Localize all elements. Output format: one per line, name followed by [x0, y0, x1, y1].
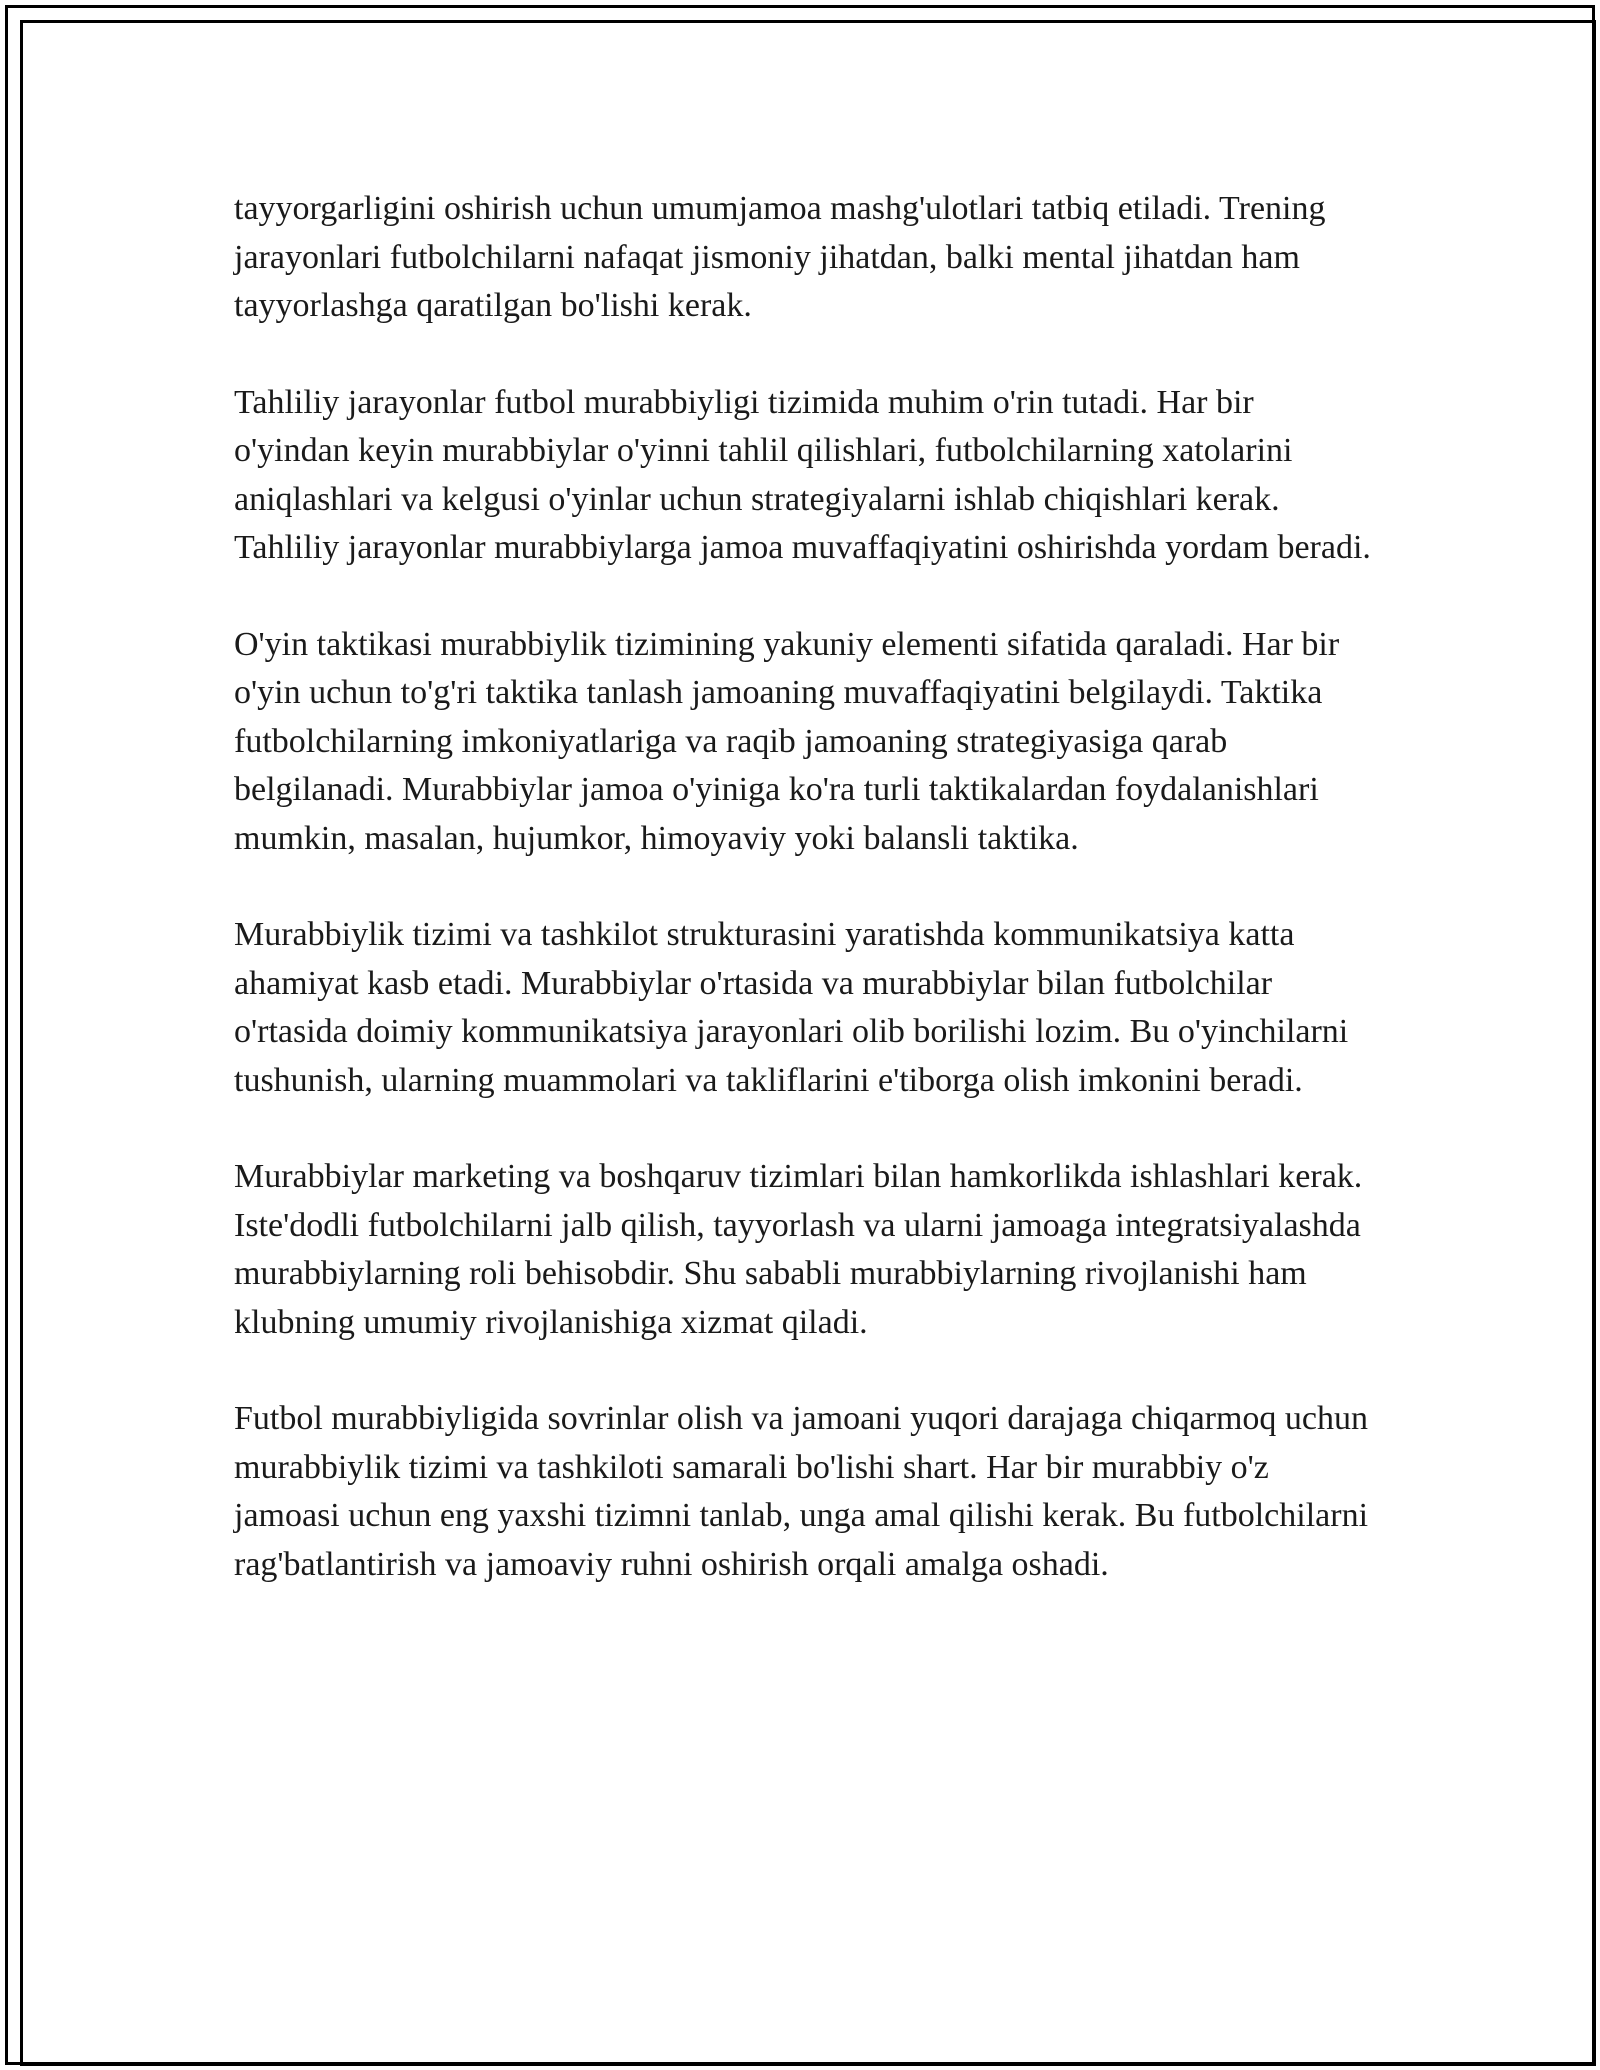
paragraph: Murabbiylar marketing va boshqaruv tizimlari bilan hamkorlikda ishlashlari kerak. Iste'dodli futbolchilarni jalb qilish, tayyorlash va ularni jamoaga integratsiyalashda murabbiylarning roli behisobdir. Shu sababli murabbiylarning rivojlanishi ham klubning umumiy rivojlanishiga xizmat qiladi.: [234, 1158, 1363, 1341]
paragraph: O'yin taktikasi murabbiylik tizimining yakuniy elementi sifatida qaraladi. Har bir o'yin uchun to'g'ri taktika tanlash jamoaning muvaffaqiyatini belgilaydi. Taktika futbolchilarning imkoniyatlariga va raqib jamoaning strategiyasiga qarab belgilanadi. Murabbiylar jamoa o'yiniga ko'ra turli taktikalardan foydalanishlari mumkin, masalan, hujumkor, himoyaviy yoki balansli taktika.: [234, 625, 1340, 857]
paragraph: Futbol murabbiyligida sovrinlar olish va jamoani yuqori darajaga chiqarmoq uchun murabbiylik tizimi va tashkiloti samarali bo'lishi shart. Har bir murabbiy o'z jamoasi uchun eng yaxshi tizimni tanlab, unga amal qilishi kerak. Bu futbolchilarni rag'batlantirish va jamoaviy ruhni oshirish orqali amalga oshadi.: [234, 1400, 1369, 1583]
paragraph: tayyorgarligini oshirish uchun umumjamoa mashg'ulotlari tatbiq etiladi. Trening jarayonlari futbolchilarni nafaqat jismoniy jihatdan, balki mental jihatdan ham tayyorlashga qaratilgan bo'lishi kerak.: [234, 190, 1326, 324]
document-body: [234, 185, 1374, 1637]
paragraph: Murabbiylik tizimi va tashkilot strukturasini yaratishda kommunikatsiya katta ahamiyat kasb etadi. Murabbiylar o'rtasida va murabbiylar bilan futbolchilar o'rtasida doimiy kommunikatsiya jarayonlari olib borilishi lozim. Bu o'yinchilarni tushunish, ularning muammolari va takliflarini e'tiborga olish imkonini beradi.: [234, 916, 1349, 1099]
paragraph: Tahliliy jarayonlar futbol murabbiyligi tizimida muhim o'rin tutadi. Har bir o'yindan keyin murabbiylar o'yinni tahlil qilishlari, futbolchilarning xatolarini aniqlashlari va kelgusi o'yinlar uchun strategiyalarni ishlab chiqishlari kerak. Tahliliy jarayonlar murabbiylarga jamoa muvaffaqiyatini oshirishda yordam beradi.: [234, 383, 1371, 566]
